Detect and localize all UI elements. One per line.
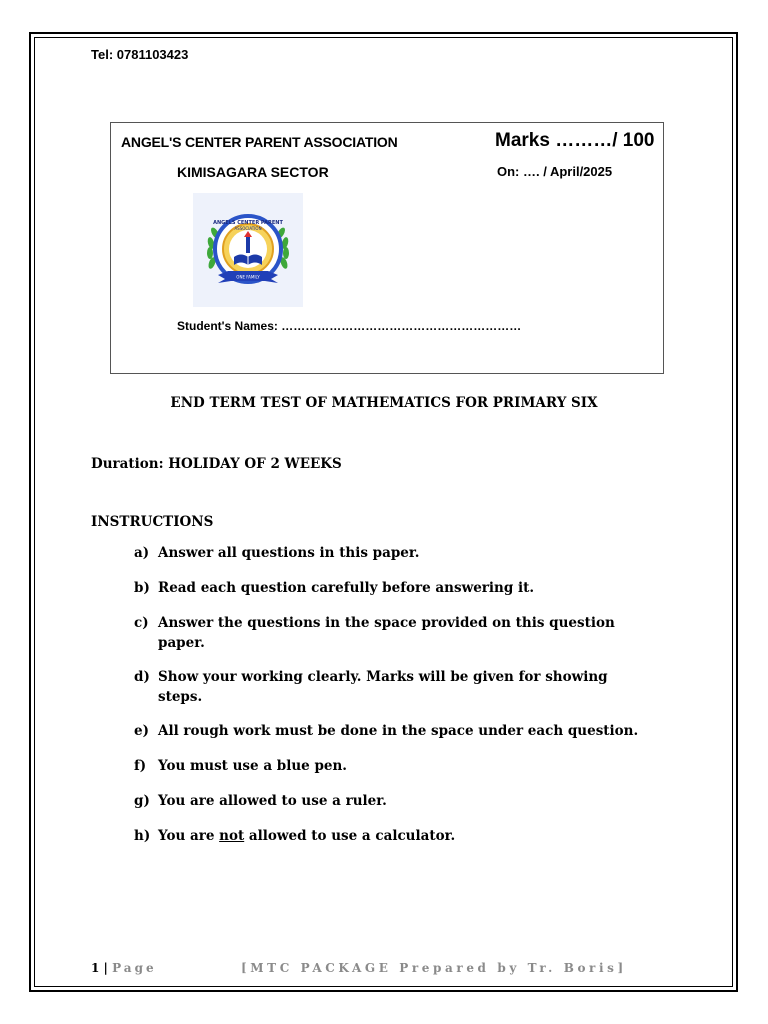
instruction-text: You are allowed to use a ruler. (158, 793, 387, 809)
instruction-letter: b) (134, 580, 150, 596)
package-credit: [MTC PACKAGE Prepared by Tr. Boris] (241, 961, 627, 975)
page-footer (91, 961, 627, 975)
instruction-text-underlined: not (219, 828, 245, 844)
instruction-letter: f) (134, 758, 147, 774)
instruction-letter: c) (134, 615, 149, 631)
association-logo (193, 193, 303, 307)
instruction-item (134, 667, 664, 707)
instruction-item (134, 826, 664, 846)
instruction-text: All rough work must be done in the space under each question. (158, 723, 639, 739)
instruction-item (134, 721, 664, 741)
instruction-text: You must use a blue pen. (158, 758, 347, 774)
instructions-list (134, 543, 664, 846)
instruction-item (134, 543, 664, 563)
svg-text:ONE FAMILY: ONE FAMILY (236, 274, 260, 280)
instruction-text: Answer the questions in the space provided on this question paper. (158, 615, 615, 651)
student-names-field: Student's Names: …………………………………………………… (177, 319, 522, 333)
instruction-letter: d) (134, 669, 150, 685)
test-title: END TERM TEST OF MATHEMATICS FOR PRIMARY SIX (170, 395, 598, 411)
telephone: Tel: 0781103423 (91, 47, 189, 62)
instruction-text: Answer all questions in this paper. (158, 545, 420, 561)
instruction-letter: a) (134, 545, 150, 561)
date-field: On: …. / April/2025 (497, 164, 613, 179)
footer-separator: | (99, 961, 113, 975)
page-number: 1 (91, 961, 100, 975)
instruction-text-after: allowed to use a calculator. (244, 828, 456, 844)
instruction-letter: e) (134, 723, 149, 739)
sector-name: KIMISAGARA SECTOR (177, 164, 329, 180)
instruction-item (134, 613, 664, 653)
marks-field: Marks ………/ 100 (495, 130, 655, 151)
instruction-item (134, 791, 664, 811)
instruction-letter: h) (134, 828, 151, 844)
svg-text:ASSOCIATION: ASSOCIATION (234, 226, 262, 231)
instruction-text: Show your working clearly. Marks will be given for showing steps. (158, 669, 608, 705)
instruction-letter: g) (134, 793, 150, 809)
instruction-text: Read each question carefully before answering it. (158, 580, 535, 596)
instruction-item (134, 756, 664, 776)
duration: Duration: HOLIDAY OF 2 WEEKS (91, 456, 342, 472)
page-word: Page (112, 961, 157, 975)
instruction-item (134, 578, 664, 598)
instructions-heading: INSTRUCTIONS (91, 514, 214, 530)
organization-name: ANGEL'S CENTER PARENT ASSOCIATION (121, 134, 398, 150)
instruction-text-before: You are (158, 828, 220, 844)
association-logo-icon (193, 193, 303, 307)
header-box (110, 122, 664, 374)
svg-text:ANGELS CENTER PARENT: ANGELS CENTER PARENT (213, 220, 283, 226)
